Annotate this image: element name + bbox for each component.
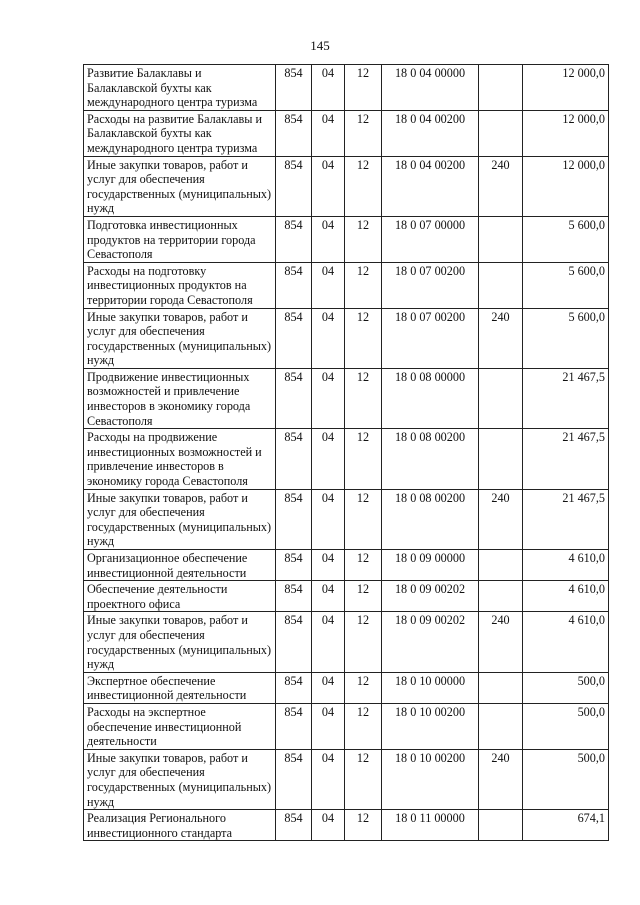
row-amount: 4 610,0 [523, 581, 609, 612]
row-expense-type: 240 [479, 156, 523, 216]
row-section: 04 [312, 612, 345, 672]
row-subsection: 12 [345, 110, 382, 156]
row-grbs: 854 [276, 672, 312, 703]
row-section: 04 [312, 65, 345, 111]
row-target-article: 18 0 07 00200 [382, 308, 479, 368]
row-target-article: 18 0 08 00200 [382, 489, 479, 549]
row-target-article: 18 0 10 00000 [382, 672, 479, 703]
table-row [84, 703, 609, 749]
row-subsection: 12 [345, 65, 382, 111]
row-target-article: 18 0 08 00200 [382, 429, 479, 489]
row-target-article: 18 0 07 00200 [382, 262, 479, 308]
row-grbs: 854 [276, 262, 312, 308]
row-expense-type: 240 [479, 308, 523, 368]
row-expense-type [479, 216, 523, 262]
row-amount: 21 467,5 [523, 489, 609, 549]
row-section: 04 [312, 672, 345, 703]
table-row [84, 749, 609, 809]
row-target-article: 18 0 09 00202 [382, 612, 479, 672]
row-target-article: 18 0 04 00200 [382, 110, 479, 156]
row-section: 04 [312, 216, 345, 262]
row-section: 04 [312, 810, 345, 841]
row-expense-type [479, 672, 523, 703]
row-subsection: 12 [345, 810, 382, 841]
row-section: 04 [312, 703, 345, 749]
row-name: Реализация Регионального инвестиционного стандарта [84, 810, 276, 841]
row-section: 04 [312, 489, 345, 549]
row-amount: 674,1 [523, 810, 609, 841]
row-expense-type: 240 [479, 749, 523, 809]
row-amount: 500,0 [523, 672, 609, 703]
row-grbs: 854 [276, 156, 312, 216]
row-expense-type [479, 581, 523, 612]
row-subsection: 12 [345, 672, 382, 703]
table-row [84, 612, 609, 672]
row-subsection: 12 [345, 550, 382, 581]
table-row [84, 429, 609, 489]
row-name: Иные закупки товаров, работ и услуг для обеспечения государственных (муниципальных) нужд [84, 308, 276, 368]
row-amount: 12 000,0 [523, 65, 609, 111]
row-name: Развитие Балаклавы и Балаклавской бухты как международного центра туризма [84, 65, 276, 111]
table-row [84, 810, 609, 841]
table-row [84, 262, 609, 308]
row-name: Иные закупки товаров, работ и услуг для обеспечения государственных (муниципальных) нужд [84, 612, 276, 672]
row-target-article: 18 0 09 00202 [382, 581, 479, 612]
row-grbs: 854 [276, 110, 312, 156]
row-subsection: 12 [345, 749, 382, 809]
row-subsection: 12 [345, 429, 382, 489]
row-subsection: 12 [345, 489, 382, 549]
row-grbs: 854 [276, 703, 312, 749]
table-row [84, 110, 609, 156]
row-subsection: 12 [345, 368, 382, 428]
table-row [84, 216, 609, 262]
row-amount: 500,0 [523, 703, 609, 749]
row-section: 04 [312, 550, 345, 581]
row-amount: 5 600,0 [523, 262, 609, 308]
row-amount: 500,0 [523, 749, 609, 809]
row-name: Обеспечение деятельности проектного офиса [84, 581, 276, 612]
row-subsection: 12 [345, 262, 382, 308]
row-expense-type: 240 [479, 612, 523, 672]
row-subsection: 12 [345, 581, 382, 612]
table-row [84, 489, 609, 549]
row-grbs: 854 [276, 489, 312, 549]
row-name: Иные закупки товаров, работ и услуг для обеспечения государственных (муниципальных) нужд [84, 749, 276, 809]
row-amount: 12 000,0 [523, 110, 609, 156]
row-section: 04 [312, 429, 345, 489]
row-name: Иные закупки товаров, работ и услуг для обеспечения государственных (муниципальных) нужд [84, 489, 276, 549]
table-row [84, 672, 609, 703]
row-expense-type [479, 703, 523, 749]
table-row [84, 156, 609, 216]
row-section: 04 [312, 308, 345, 368]
row-expense-type [479, 429, 523, 489]
row-grbs: 854 [276, 308, 312, 368]
row-grbs: 854 [276, 581, 312, 612]
row-target-article: 18 0 07 00000 [382, 216, 479, 262]
row-amount: 12 000,0 [523, 156, 609, 216]
row-grbs: 854 [276, 65, 312, 111]
row-grbs: 854 [276, 810, 312, 841]
row-name: Расходы на развитие Балаклавы и Балаклавской бухты как международного центра туризма [84, 110, 276, 156]
table-row [84, 308, 609, 368]
row-section: 04 [312, 749, 345, 809]
row-target-article: 18 0 08 00000 [382, 368, 479, 428]
row-amount: 5 600,0 [523, 308, 609, 368]
row-grbs: 854 [276, 429, 312, 489]
row-name: Экспертное обеспечение инвестиционной деятельности [84, 672, 276, 703]
row-name: Расходы на подготовку инвестиционных продуктов на территории города Севастополя [84, 262, 276, 308]
row-grbs: 854 [276, 550, 312, 581]
row-subsection: 12 [345, 612, 382, 672]
row-target-article: 18 0 09 00000 [382, 550, 479, 581]
row-subsection: 12 [345, 216, 382, 262]
row-section: 04 [312, 368, 345, 428]
row-target-article: 18 0 04 00200 [382, 156, 479, 216]
page-number: 145 [310, 38, 330, 53]
row-expense-type: 240 [479, 489, 523, 549]
row-grbs: 854 [276, 216, 312, 262]
row-amount: 21 467,5 [523, 368, 609, 428]
row-name: Расходы на продвижение инвестиционных возможностей и привлечение инвесторов в экономику города Севастополя [84, 429, 276, 489]
row-grbs: 854 [276, 368, 312, 428]
budget-table [83, 64, 609, 841]
table-row [84, 581, 609, 612]
row-section: 04 [312, 581, 345, 612]
row-expense-type [479, 810, 523, 841]
row-name: Продвижение инвестиционных возможностей и привлечение инвесторов в экономику города Севастополя [84, 368, 276, 428]
row-section: 04 [312, 156, 345, 216]
row-subsection: 12 [345, 703, 382, 749]
row-expense-type [479, 262, 523, 308]
row-amount: 4 610,0 [523, 612, 609, 672]
row-section: 04 [312, 262, 345, 308]
row-target-article: 18 0 10 00200 [382, 703, 479, 749]
row-expense-type [479, 368, 523, 428]
row-expense-type [479, 110, 523, 156]
row-amount: 5 600,0 [523, 216, 609, 262]
row-expense-type [479, 550, 523, 581]
row-amount: 21 467,5 [523, 429, 609, 489]
row-amount: 4 610,0 [523, 550, 609, 581]
row-name: Расходы на экспертное обеспечение инвестиционной деятельности [84, 703, 276, 749]
row-name: Подготовка инвестиционных продуктов на территории города Севастополя [84, 216, 276, 262]
row-section: 04 [312, 110, 345, 156]
row-grbs: 854 [276, 749, 312, 809]
row-grbs: 854 [276, 612, 312, 672]
row-subsection: 12 [345, 308, 382, 368]
table-row [84, 368, 609, 428]
table-row [84, 550, 609, 581]
row-name: Организационное обеспечение инвестиционной деятельности [84, 550, 276, 581]
row-target-article: 18 0 10 00200 [382, 749, 479, 809]
row-name: Иные закупки товаров, работ и услуг для обеспечения государственных (муниципальных) нужд [84, 156, 276, 216]
row-subsection: 12 [345, 156, 382, 216]
row-target-article: 18 0 04 00000 [382, 65, 479, 111]
table-row [84, 65, 609, 111]
row-expense-type [479, 65, 523, 111]
row-target-article: 18 0 11 00000 [382, 810, 479, 841]
